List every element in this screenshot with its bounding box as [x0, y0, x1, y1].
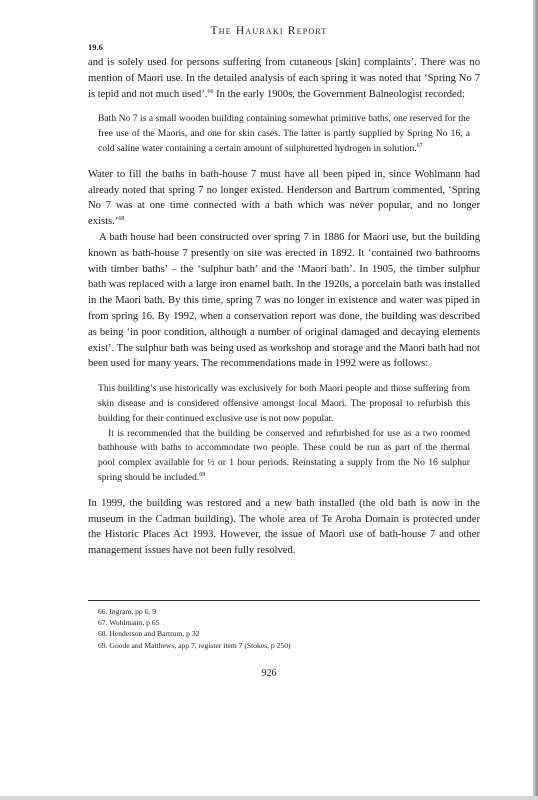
section-number: 19.6: [88, 42, 103, 52]
footnote-69: 69. Goode and Matthews, app 7, register item 7 (Stokes, p 250): [98, 640, 291, 650]
footnote-ref-69[interactable]: 69: [199, 471, 206, 478]
page-edge-shadow: [533, 0, 538, 800]
quote-2-para-1: This building’s use historically was exclusively for both Maori people and those suffering from skin disease and is considered offensive amongst local Maori. The proposal to refurbish this building for their continued exclusive use is not now popular.: [98, 383, 470, 424]
block-quote-2: [98, 382, 470, 486]
footnote-ref-67[interactable]: 67: [416, 142, 423, 149]
paragraph-4: In 1999, the building was restored and a new bath installed (the old bath is now in the museum in the Cadman building). The whole area of Te Aroha Domain is protected under the Historic Places Act 1993. However, the issue of Maori use of bath-house 7 and other management issues have not been fully resolved.: [88, 497, 480, 557]
body-text: [88, 55, 480, 559]
page-bottom-edge: [0, 796, 538, 800]
footnote-ref-66[interactable]: 66: [207, 88, 214, 95]
page-number: 926: [261, 668, 277, 679]
footnote-rule: [88, 600, 480, 601]
paragraph-2: Water to fill the baths in bath-house 7 must have all been piped in, since Wohlmann had already noted that spring 7 no longer existed. Henderson and Bartrum commented, ‘Spring No 7 was at one time connected with a bath which was never popular, and no longer exists.’$^{68}$: [88, 168, 480, 228]
quote-2-para-2: It is recommended that the building be conserved and refurbished for use as a two roomed bathhouse with baths to accommodate two people. These could be run as part of the thermal pool complex available for ½ or 1 hour periods. Reinstating a supply from the No 16 sulphur spring should be included.$^{69}$: [98, 427, 470, 483]
paragraph-3: A bath house had been constructed over spring 7 in 1886 for Maori use, but the building known as bath-house 7 presently on site was erected in 1892. It ‘contained two bathrooms with timber baths’ – the ‘sulphur bath’ and the ‘Maori bath’. In 1905, the timber sulphur bath was replaced with a large iron enamel bath. In the 1920s, a porcelain bath was installed in the Maori bath. By this time, spring 7 was no longer in existence and water was piped in from spring 16. By 1992, when a conservation report was done, the building was described as being ‘in poor condition, although a number of original damaged and decaying elements exist’. The sulphur bath was being used as workshop and storage and the Maori bath had not been used for many years. The recommendations made in 1992 were as follows:: [88, 231, 480, 370]
paragraph-1: and is solely used for persons suffering from cutaneous [skin] complaints’. There was no mention of Maori use. In the detailed analysis of each spring it was noted that ‘Spring No 7 is tepid and not much used’.$^{66}$ In the early 1900s, the Government Balneologist recorded:: [88, 57, 480, 100]
block-quote-1: [98, 112, 470, 156]
footnotes: [98, 606, 478, 651]
running-head: The Hauraki Report: [210, 25, 328, 37]
footnote-67: 67. Wohlmann, p 65: [98, 618, 160, 628]
footnote-66: 66. Ingram, pp 6, 9: [98, 607, 156, 616]
quote-1-text: Bath No 7 is a small wooden building containing somewhat primitive baths, one reserved for the free use of the Maoris, and one for skin cases. The latter is partly supplied by Spring No 16, a cold saline water containing a certain amount of sulphuretted hydrogen in solution.$^{67}$: [98, 113, 470, 154]
footnote-68: 68. Henderson and Bartrum, p 32: [98, 629, 200, 639]
footnote-ref-68[interactable]: 68: [118, 216, 125, 223]
